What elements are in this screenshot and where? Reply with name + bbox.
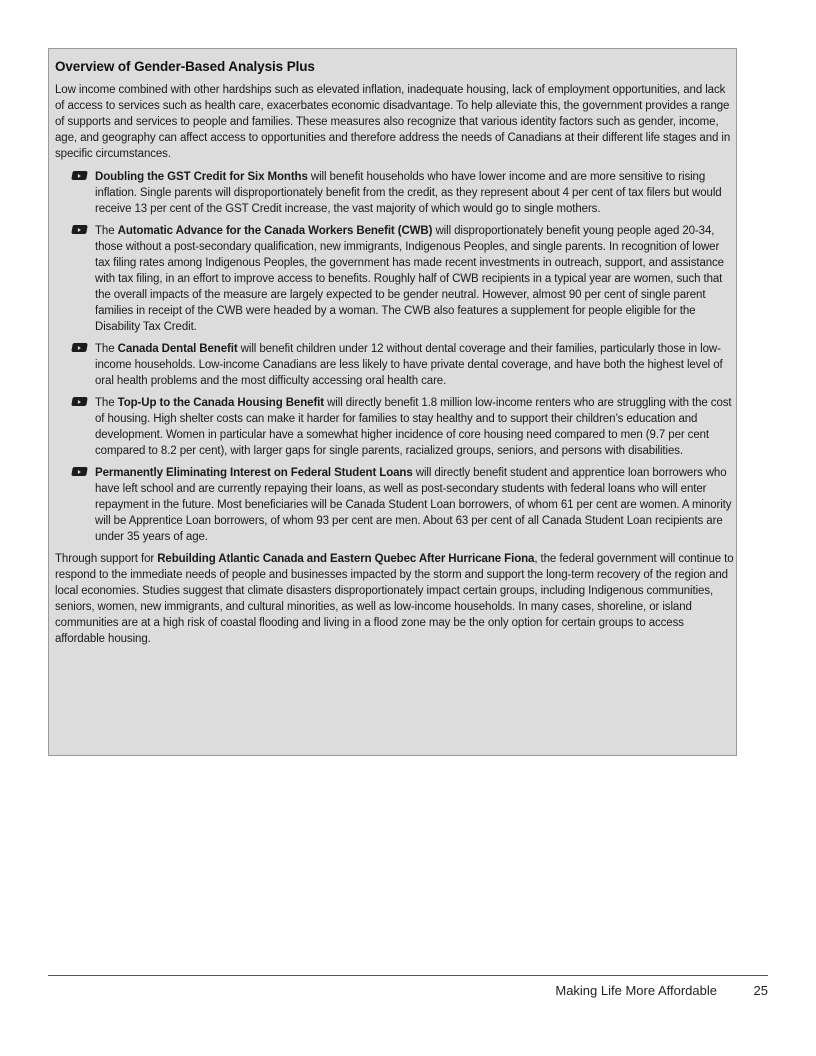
closing-paragraph: Through support for Rebuilding Atlantic Canada and Eastern Quebec After Hurricane Fiona, the federal government will continue to respond to the immediate needs of people and businesses impacted by the storm and support the long-term recovery of the region and local economies. Studies suggest that climate disasters disproportionately impact certain groups, including Indigenous communities, seniors, women, new immigrants, and cultural minorities, as well as low-income households. In many cases, shoreline, or island communities are at a high risk of coastal flooding and living in a flood zone may be the only option for certain groups to access affordable housing. [55, 553, 734, 645]
chevron-right-tag-icon [71, 225, 88, 234]
chevron-right-tag-icon [71, 397, 88, 406]
page-number: 25 [753, 983, 768, 998]
chevron-right-tag-icon [71, 343, 88, 352]
list-item: The Top-Up to the Canada Housing Benefit will directly benefit 1.8 million low-income renters who are struggling with the cost of housing. High shelter costs can make it harder for families to stay healthy and to support their children’s education and development. Women in particular have a somewhat higher incidence of core housing need compared to men (9.7 per cent compared to 8.2 per cent), with larger gaps for single parents, racialized groups, seniors, and persons with disabilities. [55, 395, 736, 459]
bullet-heading: Doubling the GST Credit for Six Months [95, 171, 308, 183]
chevron-right-tag-icon [71, 467, 88, 476]
box-title: Overview of Gender-Based Analysis Plus [55, 59, 315, 74]
list-item: The Canada Dental Benefit will benefit children under 12 without dental coverage and their families, particularly those in low-income households. Low-income Canadians are less likely to have private dental coverage, and have both the highest level of oral health problems and the most difficulty accessing oral health care. [55, 341, 736, 389]
bullet-list [55, 169, 736, 545]
bullet-heading: Permanently Eliminating Interest on Federal Student Loans [95, 467, 413, 479]
bullet-heading: Automatic Advance for the Canada Workers Benefit (CWB) [117, 225, 433, 237]
list-item: The Automatic Advance for the Canada Workers Benefit (CWB) will disproportionately benefit young people aged 20-34, those without a post-secondary qualification, new immigrants, Indigenous Peoples, and single parents. In recognition of lower tax filing rates among Indigenous Peoples, the government has made recent investments in outreach, support, and assistance with tax filing, in an effort to improve access to benefits. Roughly half of CWB recipients in a typical year are women, such that the overall impacts of the measure are largely expected to be gender neutral. However, almost 90 per cent of single parent families in receipt of the CWB were headed by a woman. The CWB also features a supplement for people eligible for the Disability Tax Credit. [55, 223, 736, 335]
gba-plus-overview-box [48, 48, 737, 756]
chevron-right-tag-icon [71, 171, 88, 180]
footer-section-title: Making Life More Affordable [555, 983, 717, 998]
intro-paragraph: Low income combined with other hardships such as elevated inflation, inadequate housing, lack of employment opportunities, and lack of access to services such as health care, exacerbates economic disadvantage. To help alleviate this, the government provides a range of supports and services to people and families. These measures also recognize that various identity factors such as gender, income, age, and geography can affect access to opportunities and therefore address the needs of Canadians at their different life stages and in specific circumstances. [55, 84, 731, 160]
bullet-heading: Top-Up to the Canada Housing Benefit [117, 397, 324, 409]
list-item: Permanently Eliminating Interest on Federal Student Loans will directly benefit student and apprentice loan borrowers who have left school and are currently repaying their loans, as well as post-secondary students with federal loans who will enter repayment in the future. Most beneficiaries will be Canada Student Loan borrowers, of whom 61 per cent are women. A minority will be Apprentice Loan borrowers, of whom 93 per cent are men. About 63 per cent of all Canada Student Loan recipients are under 35 years of age. [55, 465, 736, 545]
list-item: Doubling the GST Credit for Six Months will benefit households who have lower income and are more sensitive to rising inflation. Single parents will disproportionately benefit from the credit, as they represent about 4 per cent of tax filers but would receive 13 per cent of the GST Credit increase, the vast majority of which would go to single mothers. [55, 169, 736, 217]
bullet-heading: Canada Dental Benefit [117, 343, 238, 355]
closing-heading: Rebuilding Atlantic Canada and Eastern Quebec After Hurricane Fiona [157, 553, 535, 565]
footer-rule [48, 975, 768, 976]
